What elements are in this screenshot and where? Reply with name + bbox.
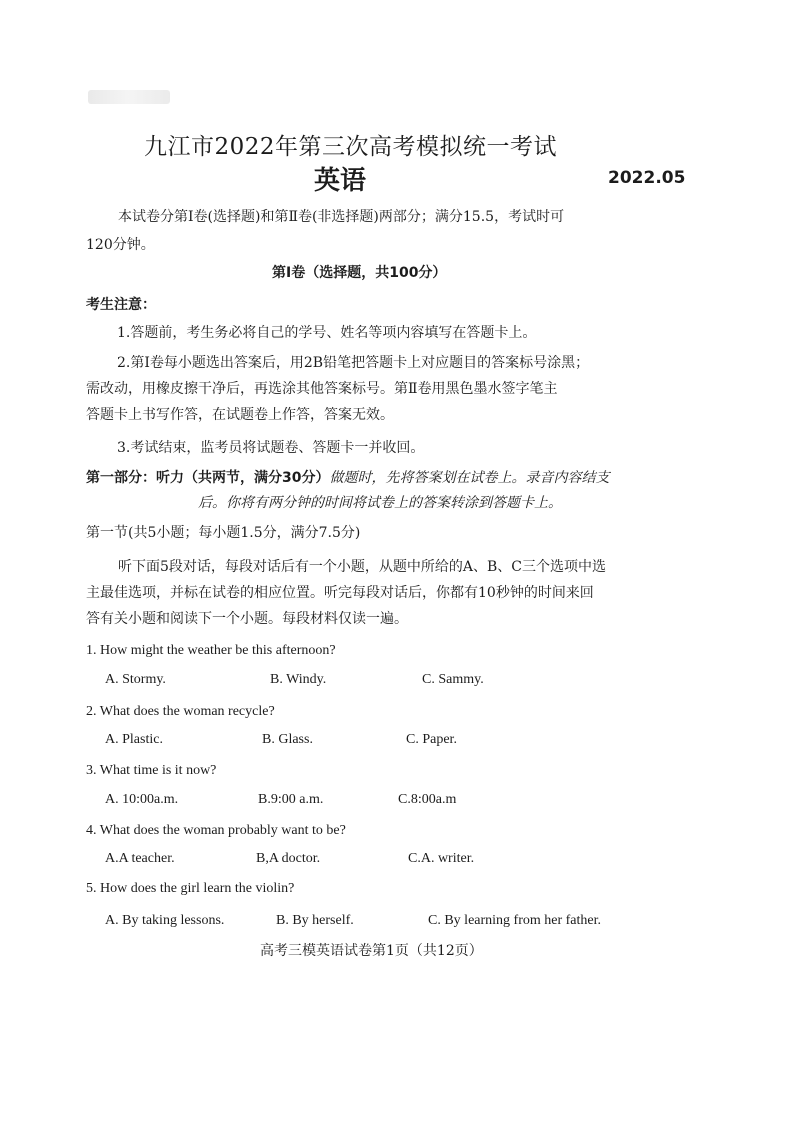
question-4: 4. What does the woman probably want to be? (86, 823, 346, 838)
question-4-option-a: A.A teacher. (105, 851, 175, 866)
question-3-option-c: C.8:00a.m (398, 792, 457, 807)
section1-heading: 第一节(共5小题；每小题1.5分，满分7.5分) (86, 525, 361, 541)
question-1-option-c: C. Sammy. (422, 672, 484, 687)
notice-item-3: 3.考试结束，监考员将试题卷、答题卡一并收回。 (117, 440, 425, 456)
question-5-option-c: C. By learning from her father. (428, 913, 602, 928)
question-3-option-a: A. 10:00a.m. (105, 792, 179, 807)
intro-line-1: 本试卷分第Ⅰ卷(选择题)和第Ⅱ卷(非选择题)两部分；满分15.5，考试时可 (118, 209, 565, 225)
instruction-line-2: 主最佳选项，并标在试卷的相应位置。听完每段对话后，你都有10秒钟的时间来回 (86, 585, 594, 601)
notice-item-2-line-1: 2.第Ⅰ卷每小题选出答案后，用2B铅笔把答题卡上对应题目的答案标号涂黑； (117, 355, 590, 371)
question-1: 1. How might the weather be this afternoon? (86, 643, 336, 658)
question-3-option-b: B.9:00 a.m. (258, 792, 324, 807)
listening-note-line-1: 做题时，先将答案划在试卷上。录音内容结支 (329, 470, 610, 486)
exam-date: 2022.05 (608, 168, 686, 188)
instruction-line-3: 答有关小题和阅读下一个小题。每段材料仅读一遍。 (86, 611, 408, 627)
question-1-option-a: A. Stormy. (105, 672, 166, 687)
listening-note-line-2: 后。你将有两分钟的时间将试卷上的答案转涂到答题卡上。 (198, 495, 562, 511)
question-5-option-a: A. By taking lessons. (105, 913, 225, 928)
part1-heading: 第Ⅰ卷（选择题，共100分） (272, 265, 447, 281)
question-2: 2. What does the woman recycle? (86, 704, 275, 719)
listening-heading-row (86, 467, 609, 487)
question-5: 5. How does the girl learn the violin? (86, 881, 295, 896)
exam-title: 九江市2022年第三次高考模拟统一考试 (144, 134, 558, 160)
notice-item-2-line-2: 需改动，用橡皮擦干净后，再选涂其他答案标号。第Ⅱ卷用黑色墨水签字笔主 (86, 381, 558, 397)
question-4-option-c: C.A. writer. (408, 851, 475, 866)
question-2-option-c: C. Paper. (406, 732, 457, 747)
notice-heading: 考生注意： (86, 297, 156, 313)
instruction-line-1: 听下面5段对话，每段对话后有一个小题，从题中所给的A、B、C三个选项中选 (118, 559, 607, 575)
intro-line-2: 120分钟。 (86, 237, 155, 253)
listening-heading: 第一部分：听力（共两节，满分30分） (86, 470, 330, 486)
question-3: 3. What time is it now? (86, 763, 217, 778)
question-5-option-b: B. By herself. (276, 913, 354, 928)
question-1-option-b: B. Windy. (270, 672, 327, 687)
question-4-option-b: B,A doctor. (256, 851, 321, 866)
page-footer: 高考三模英语试卷第1页（共12页） (260, 943, 483, 959)
subject-title: 英语 (314, 166, 367, 196)
notice-item-2-line-3: 答题卡上书写作答，在试题卷上作答，答案无效。 (86, 407, 394, 423)
notice-item-1: 1.答题前，考生务必将自己的学号、姓名等项内容填写在答题卡上。 (117, 325, 537, 341)
faded-stamp (88, 90, 170, 104)
question-2-option-a: A. Plastic. (105, 732, 163, 747)
question-2-option-b: B. Glass. (262, 732, 313, 747)
